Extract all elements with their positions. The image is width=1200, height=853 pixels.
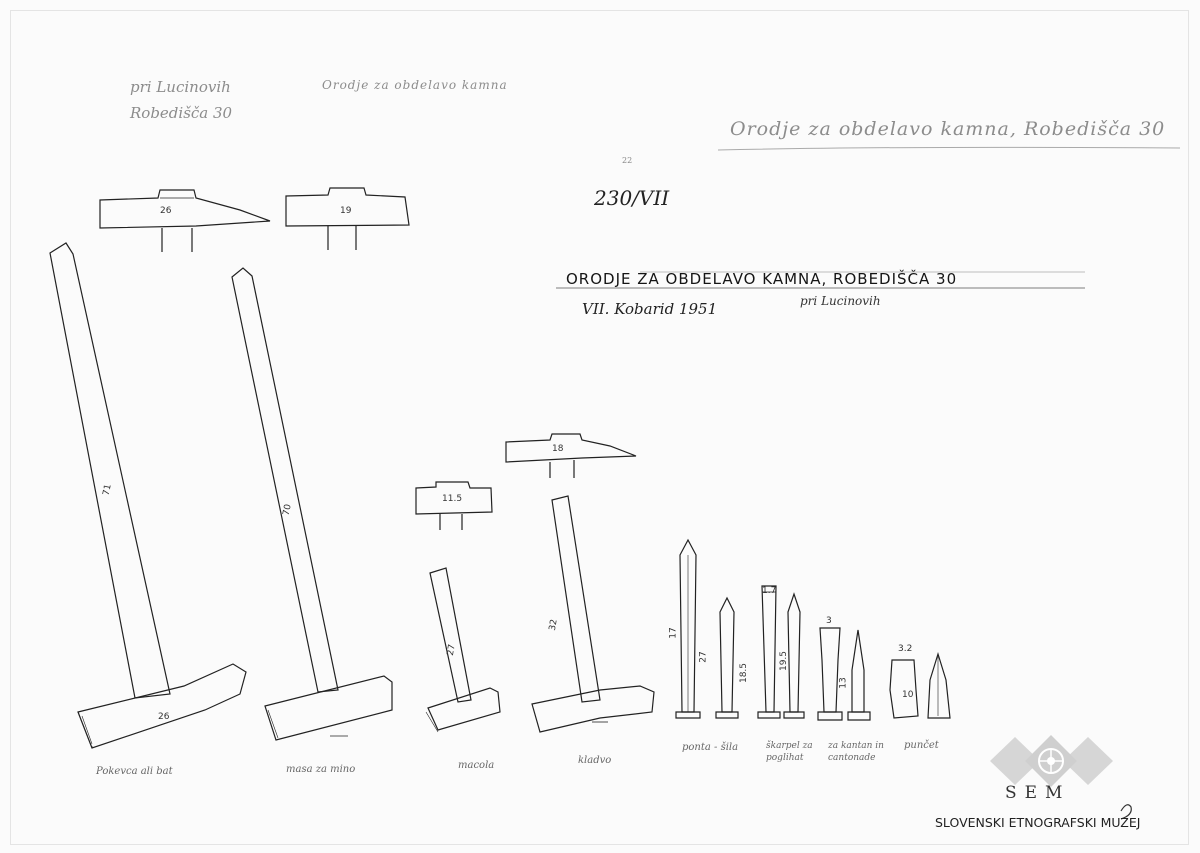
measure-punch-b: 10 [902,690,914,700]
punch-2 [928,654,950,718]
pencil-title: Orodje za obdelavo kamna, Robedišča 30 [730,118,1166,140]
measure-handle-4: 32 [547,618,560,632]
chisel-flat-1 [758,586,780,718]
label-corner-chisel: za kantan in cantonade [828,741,884,763]
measure-chisel-3b: 19.5 [779,650,790,672]
measure-head-3: 11.5 [442,494,463,504]
measure-handle-2: 70 [281,503,294,517]
label-small-hammer: macola [458,760,495,771]
label-large-hammer: Pokevca ali bat [96,766,173,777]
measure-head-2: 19 [340,206,352,216]
chisel-point-short [716,598,738,718]
hammer-head-top-view-2 [286,188,409,250]
catalog-number: 230/VII [594,186,670,210]
measure-chisel-1a: 17 [668,627,679,639]
place-date: VII. Kobarid 1951 [582,300,718,318]
small-hammer-head-top-view [416,482,492,530]
pick-head-top-view [506,434,636,478]
note-address: Robedišča 30 [130,104,233,122]
measure-base-1: 26 [158,712,170,722]
punch-1 [890,660,918,718]
hammer-head-top-view-1 [100,190,270,252]
label-pick-hammer: kladvo [578,755,612,766]
large-hammer-2 [232,268,392,740]
museum-logo [935,735,1190,835]
measure-head-4: 18 [552,444,564,454]
logo-name: SLOVENSKI ETNOGRAFSKI MUZEJ [935,815,1141,830]
measure-chisel-2: 18.5 [739,662,750,684]
chisel-point-long [676,540,700,718]
chisel-wide-1 [818,628,842,720]
measure-punch-a: 3.2 [898,644,913,654]
pick-hammer [532,496,654,732]
measure-chisel-4b: 13 [838,677,849,689]
label-flat-chisel: škarpel za poglihat [766,741,813,763]
chisel-wide-2 [848,630,870,720]
label-point-chisel: ponta - šila [682,742,739,753]
catalog-small-mark: 22 [622,156,633,165]
ink-title: ORODJE ZA OBDELAVO KAMNA, ROBEDIŠČA 30 [566,270,958,288]
measure-chisel-4a: 3 [826,616,832,626]
note-location: pri Lucinovih [130,78,231,96]
note-subject: Orodje za obdelavo kamna [322,78,508,92]
measure-handle-3: 27 [445,643,458,657]
label-punch: punčet [904,740,939,751]
measure-chisel-1b: 27 [698,651,709,663]
measure-handle-1: 71 [101,483,114,497]
measure-head-1: 26 [160,206,172,216]
logo-acronym: SEM [1005,783,1071,803]
label-large-hammer-2: masa za mino [286,764,356,775]
large-hammer-1 [50,243,246,748]
measure-chisel-3a: 1.7 [762,586,777,596]
small-hammer [426,568,500,732]
ink-subtitle: pri Lucinovih [800,294,881,308]
